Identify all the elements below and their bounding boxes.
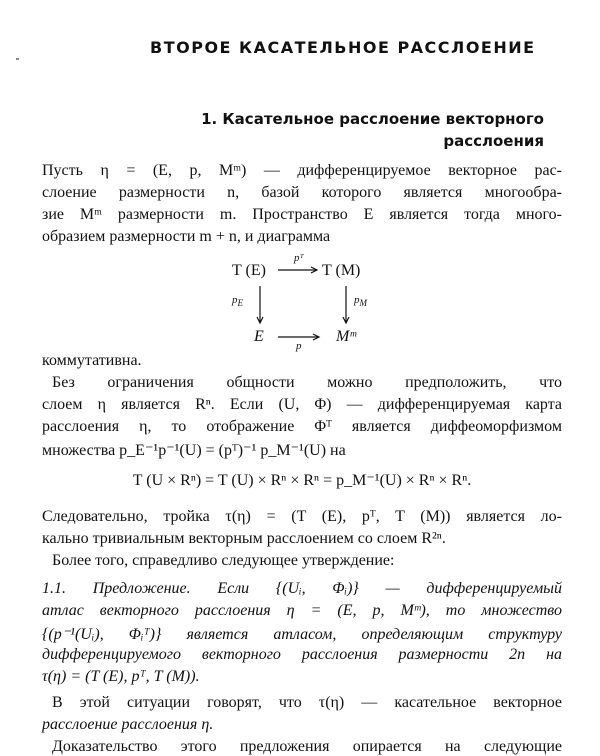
diagram-arrows	[210, 258, 390, 358]
para3-line-3: Более того, справедливо следующее утверждение:	[52, 552, 395, 569]
para3-line-2: кально тривиальным векторным расслоением со слоем R²ⁿ.	[42, 530, 446, 547]
diagram-left-label: $p_E$	[232, 294, 243, 309]
para2-line-2: Без ограничения общности можно предположить, что	[52, 374, 562, 391]
para2-line-3: слоем η является Rⁿ. Если (U, Φ) — дифференцируемая карта	[42, 396, 562, 413]
diagram-bottom-right: Mᵐ	[336, 328, 356, 345]
para1-line-2: слоение размерности n, базой которого является многообра-	[42, 184, 562, 201]
section-title-line-1: 1. Касательное расслоение векторного	[201, 110, 544, 128]
para2-line-4: расслоения η, то отображение Φᵀ является диффеоморфизмом	[42, 418, 562, 435]
para1-line-3: зие Mᵐ размерности m. Пространство E является тогда много-	[42, 206, 562, 223]
proposition-line-4: дифференцируемого векторного расслоения размерности 2n на	[42, 646, 562, 663]
proposition-line-2: атлас векторного расслоения η = (E, p, Mᵐ), то множество	[42, 602, 562, 619]
section-title	[144, 108, 544, 152]
diagram-right-label: $p_M$	[354, 294, 367, 309]
proposition-line-5: τ(η) = (T (E), pᵀ, T (M)).	[42, 668, 200, 685]
diagram-top-left: T (E)	[232, 262, 266, 279]
commutative-diagram	[210, 252, 390, 358]
diagram-top-right: T (M)	[322, 262, 361, 279]
diagram-bottom-arrow-label: p	[296, 340, 302, 352]
para2-line-1: коммутативна.	[42, 352, 142, 369]
display-formula: T (U × Rⁿ) = T (U) × Rⁿ × Rⁿ = p_M⁻¹(U) × Rⁿ × Rⁿ.	[132, 472, 472, 489]
para3-line-1: Следовательно, тройка τ(η) = (T (E), pᵀ, T (M)) является ло-	[42, 508, 562, 525]
chapter-header: ВТОРОЕ КАСАТЕЛЬНОЕ РАССЛОЕНИЕ	[150, 38, 536, 57]
para4-line-2: расслоение расслоения η.	[42, 716, 214, 733]
proposition-line-1: 1.1. Предложение. Если {(Uᵢ, Φᵢ)} — дифференцируемый	[42, 580, 562, 597]
para1-line-1: Пусть η = (E, p, Mᵐ) — дифференцируемое векторное рас-	[42, 162, 562, 179]
para4-line-1: В этой ситуации говорят, что τ(η) — касательное векторное	[52, 694, 562, 711]
para5-line-1: Доказательство этого предложения опирается на следующие	[52, 738, 562, 755]
diagram-bottom-left: E	[254, 328, 264, 345]
para1-line-4: образием размерности m + n, и диаграмма	[42, 228, 331, 245]
scan-speck	[16, 58, 19, 60]
proposition-line-3: {(p⁻¹(Uᵢ), Φᵢᵀ)} является атласом, определяющим структуру	[42, 626, 562, 643]
section-title-line-2: расслоения	[443, 132, 544, 150]
para2-line-5: множества p_E⁻¹p⁻¹(U) = (pᵀ)⁻¹ p_M⁻¹(U) на	[42, 442, 346, 459]
diagram-top-arrow-label: pᵀ	[294, 252, 304, 264]
